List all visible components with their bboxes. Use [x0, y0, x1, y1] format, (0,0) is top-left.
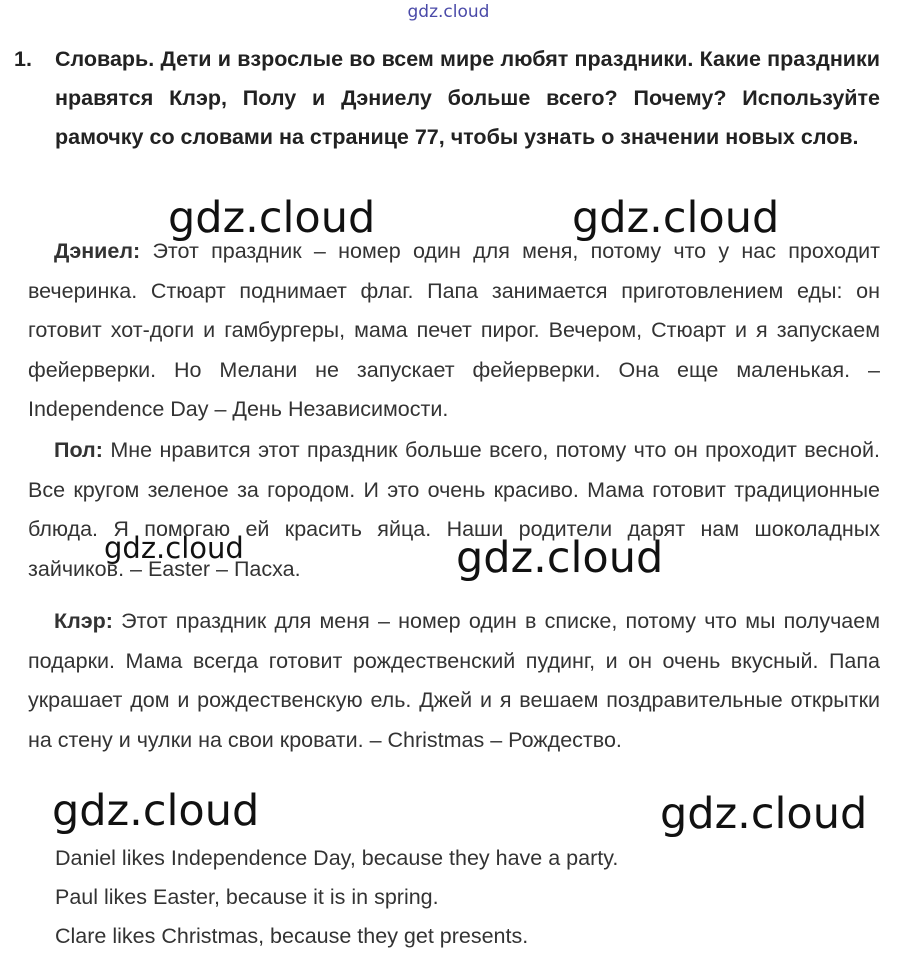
- paragraph-daniel-text: Этот праздник – номер один для меня, потому что у нас проходит вечеринка. Стюарт поднимает флаг. Папа занимается приготовлением еды: он готовит хот-доги и гамбургеры, мама печет пирог. Вечером, Стюарт и я запускаем фейерверки. Но Мелани не запускает фейерверки. Она еще маленькая. – Independence Day – День Независимости.: [28, 239, 880, 421]
- watermark: gdz.cloud: [572, 193, 780, 243]
- paragraph-paul: [28, 431, 880, 589]
- watermark: gdz.cloud: [660, 789, 868, 839]
- paragraph-clare-text: Этот праздник для меня – номер один в списке, потому что мы получаем подарки. Мама всегда готовит рождественский пудинг, и он очень вкусный. Папа украшает дом и рождественскую ель. Джей и я вешаем поздравительные открытки на стену и чулки на свои кровати. – Christmas – Рождество.: [28, 609, 880, 752]
- speaker-clare: Клэр:: [54, 609, 113, 633]
- task-number: 1.: [14, 47, 32, 71]
- speaker-daniel: Дэниел:: [54, 239, 141, 263]
- watermark: gdz.cloud: [52, 786, 260, 836]
- site-watermark-header: gdz.cloud: [407, 2, 490, 22]
- paragraph-daniel: [28, 232, 880, 430]
- paragraph-paul-text: Мне нравится этот праздник больше всего, потому что он проходит весной. Все кругом зеленое за городом. И это очень красиво. Мама готовит традиционные блюда. Я помогаю ей красить яйца. Наши родители дарят нам шоколадных зайчиков. – Easter – Пасха.: [28, 438, 880, 581]
- answer-line: Clare likes Christmas, because they get presents.: [55, 924, 529, 948]
- watermark: gdz.cloud: [168, 193, 376, 243]
- paragraph-clare: [28, 602, 880, 760]
- speaker-paul: Пол:: [54, 438, 103, 462]
- watermark: gdz.cloud: [104, 531, 244, 565]
- task-instruction: Словарь. Дети и взрослые во всем мире любят праздники. Какие праздники нравятся Клэр, Полу и Дэниелу больше всего? Почему? Используйте рамочку со словами на странице 77, чтобы узнать о значении новых слов.: [55, 47, 880, 149]
- task-heading: [14, 40, 880, 157]
- answer-line: Daniel likes Independence Day, because they have a party.: [55, 846, 619, 870]
- answer-line: Paul likes Easter, because it is in spring.: [55, 885, 439, 909]
- watermark: gdz.cloud: [456, 533, 664, 583]
